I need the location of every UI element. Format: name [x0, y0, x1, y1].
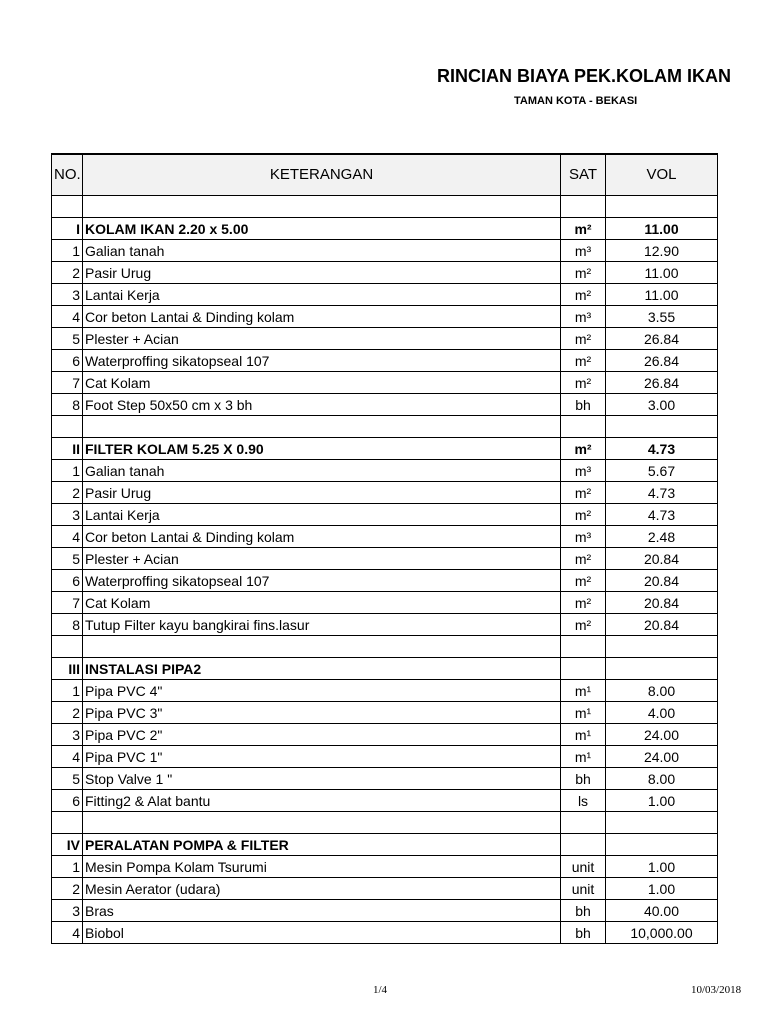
- cell-no: 6: [52, 790, 83, 812]
- cell-no: III: [52, 658, 83, 680]
- cell-vol: 12.90: [606, 240, 718, 262]
- cell-sat: m²: [561, 350, 606, 372]
- cell-vol: 11.00: [606, 284, 718, 306]
- cell-sat: m²: [561, 570, 606, 592]
- cell-sat: m³: [561, 240, 606, 262]
- cell-sat: m²: [561, 328, 606, 350]
- cell-vol: 10,000.00: [606, 922, 718, 944]
- cell-vol: 24.00: [606, 746, 718, 768]
- cell-no: I: [52, 218, 83, 240]
- cell-sat: m²: [561, 482, 606, 504]
- cell-no: 2: [52, 702, 83, 724]
- section-row: [52, 658, 718, 680]
- print-date: 10/03/2018: [691, 984, 742, 996]
- cell-keterangan: Biobol: [83, 922, 561, 944]
- column-header-no: NO.: [52, 154, 83, 196]
- cell-keterangan: Lantai Kerja: [83, 504, 561, 526]
- cell-keterangan: Cat Kolam: [83, 592, 561, 614]
- cell-no: 5: [52, 768, 83, 790]
- cell-sat: [561, 834, 606, 856]
- cell-no: [52, 196, 83, 218]
- table-row: [52, 284, 718, 306]
- cell-vol: 26.84: [606, 372, 718, 394]
- cell-keterangan: Foot Step 50x50 cm x 3 bh: [83, 394, 561, 416]
- cell-keterangan: Cor beton Lantai & Dinding kolam: [83, 306, 561, 328]
- page-number: 1/4: [373, 984, 388, 996]
- cell-sat: m²: [561, 218, 606, 240]
- cell-keterangan: Fitting2 & Alat bantu: [83, 790, 561, 812]
- table-row: [52, 394, 718, 416]
- cell-no: 4: [52, 306, 83, 328]
- cell-vol: 24.00: [606, 724, 718, 746]
- table-row: [52, 350, 718, 372]
- cell-vol: [606, 658, 718, 680]
- cell-vol: [606, 416, 718, 438]
- section-row: [52, 218, 718, 240]
- cell-keterangan: Mesin Aerator (udara): [83, 878, 561, 900]
- cell-vol: 26.84: [606, 328, 718, 350]
- cell-keterangan: Mesin Pompa Kolam Tsurumi: [83, 856, 561, 878]
- cell-no: 6: [52, 570, 83, 592]
- cell-no: [52, 812, 83, 834]
- cell-vol: 20.84: [606, 570, 718, 592]
- table-row: [52, 482, 718, 504]
- cell-vol: 1.00: [606, 856, 718, 878]
- cell-sat: m²: [561, 284, 606, 306]
- cell-no: 5: [52, 548, 83, 570]
- cell-sat: m²: [561, 504, 606, 526]
- cell-no: 1: [52, 856, 83, 878]
- cell-sat: m¹: [561, 680, 606, 702]
- cell-no: 1: [52, 460, 83, 482]
- cell-keterangan: Pipa PVC 2": [83, 724, 561, 746]
- cell-sat: m²: [561, 372, 606, 394]
- cell-no: 8: [52, 614, 83, 636]
- cell-no: II: [52, 438, 83, 460]
- cell-vol: 4.73: [606, 482, 718, 504]
- cell-vol: 40.00: [606, 900, 718, 922]
- cell-no: [52, 416, 83, 438]
- cell-sat: bh: [561, 922, 606, 944]
- table-header-row: [52, 154, 718, 196]
- cell-vol: 1.00: [606, 790, 718, 812]
- document-title: RINCIAN BIAYA PEK.KOLAM IKAN: [437, 66, 732, 86]
- table-row: [52, 526, 718, 548]
- cell-keterangan: Pasir Urug: [83, 482, 561, 504]
- cell-sat: unit: [561, 878, 606, 900]
- cell-vol: [606, 196, 718, 218]
- table-row: [52, 306, 718, 328]
- cell-no: 6: [52, 350, 83, 372]
- cell-vol: [606, 636, 718, 658]
- cell-no: 3: [52, 504, 83, 526]
- cell-sat: m¹: [561, 746, 606, 768]
- cell-keterangan: Pasir Urug: [83, 262, 561, 284]
- cell-no: 3: [52, 900, 83, 922]
- column-header-keterangan: KETERANGAN: [83, 154, 561, 196]
- cell-sat: m¹: [561, 724, 606, 746]
- table-row: [52, 856, 718, 878]
- cell-no: 3: [52, 724, 83, 746]
- cell-no: 4: [52, 526, 83, 548]
- table-row: [52, 372, 718, 394]
- cell-keterangan: Cat Kolam: [83, 372, 561, 394]
- cell-sat: [561, 416, 606, 438]
- table-row: [52, 328, 718, 350]
- cell-vol: 20.84: [606, 548, 718, 570]
- table-row: [52, 768, 718, 790]
- table-row: [52, 702, 718, 724]
- table-row: [52, 460, 718, 482]
- table-row: [52, 746, 718, 768]
- cell-keterangan: [83, 416, 561, 438]
- table-row: [52, 878, 718, 900]
- cell-sat: bh: [561, 394, 606, 416]
- column-header-vol: VOL: [606, 154, 718, 196]
- cell-sat: m²: [561, 592, 606, 614]
- cell-no: 5: [52, 328, 83, 350]
- section-row: [52, 834, 718, 856]
- cell-no: 4: [52, 746, 83, 768]
- table-row: [52, 614, 718, 636]
- cell-sat: m¹: [561, 702, 606, 724]
- cell-keterangan: Cor beton Lantai & Dinding kolam: [83, 526, 561, 548]
- cell-vol: 8.00: [606, 680, 718, 702]
- cell-keterangan: Bras: [83, 900, 561, 922]
- cell-no: 2: [52, 878, 83, 900]
- cell-sat: [561, 636, 606, 658]
- cell-keterangan: [83, 196, 561, 218]
- table-row: [52, 262, 718, 284]
- blank-row: [52, 416, 718, 438]
- cell-no: 4: [52, 922, 83, 944]
- table-row: [52, 680, 718, 702]
- cell-keterangan: KOLAM IKAN 2.20 x 5.00: [83, 218, 561, 240]
- table-row: [52, 504, 718, 526]
- blank-row: [52, 636, 718, 658]
- cell-sat: [561, 812, 606, 834]
- table-row: [52, 900, 718, 922]
- cell-keterangan: [83, 636, 561, 658]
- column-header-sat: SAT: [561, 154, 606, 196]
- cell-keterangan: [83, 812, 561, 834]
- cell-sat: m²: [561, 614, 606, 636]
- cell-no: 3: [52, 284, 83, 306]
- cell-vol: 20.84: [606, 614, 718, 636]
- cell-no: 7: [52, 592, 83, 614]
- cell-keterangan: Tutup Filter kayu bangkirai fins.lasur: [83, 614, 561, 636]
- cell-keterangan: Pipa PVC 3": [83, 702, 561, 724]
- cell-sat: bh: [561, 900, 606, 922]
- cell-sat: m²: [561, 548, 606, 570]
- table-body: [52, 196, 718, 944]
- cell-no: 8: [52, 394, 83, 416]
- cell-keterangan: Waterproffing sikatopseal 107: [83, 570, 561, 592]
- cell-no: IV: [52, 834, 83, 856]
- cell-no: 2: [52, 262, 83, 284]
- table-row: [52, 922, 718, 944]
- section-row: [52, 438, 718, 460]
- cell-vol: [606, 812, 718, 834]
- cell-vol: 5.67: [606, 460, 718, 482]
- cell-keterangan: Pipa PVC 4": [83, 680, 561, 702]
- cell-vol: 3.00: [606, 394, 718, 416]
- document-subtitle: TAMAN KOTA - BEKASI: [514, 95, 638, 107]
- cell-vol: 11.00: [606, 218, 718, 240]
- cell-keterangan: Waterproffing sikatopseal 107: [83, 350, 561, 372]
- cell-keterangan: Galian tanah: [83, 240, 561, 262]
- cell-sat: bh: [561, 768, 606, 790]
- cell-vol: [606, 834, 718, 856]
- cell-keterangan: Stop Valve 1 ": [83, 768, 561, 790]
- cell-vol: 4.73: [606, 504, 718, 526]
- cell-vol: 2.48: [606, 526, 718, 548]
- cell-keterangan: Pipa PVC 1": [83, 746, 561, 768]
- cell-sat: [561, 196, 606, 218]
- cell-keterangan: Plester + Acian: [83, 328, 561, 350]
- table-row: [52, 592, 718, 614]
- cell-no: 7: [52, 372, 83, 394]
- cell-keterangan: FILTER KOLAM 5.25 X 0.90: [83, 438, 561, 460]
- cell-vol: 11.00: [606, 262, 718, 284]
- table-row: [52, 548, 718, 570]
- cell-vol: 3.55: [606, 306, 718, 328]
- cell-vol: 1.00: [606, 878, 718, 900]
- cell-sat: ls: [561, 790, 606, 812]
- cell-no: 1: [52, 240, 83, 262]
- cell-vol: 4.00: [606, 702, 718, 724]
- cell-no: [52, 636, 83, 658]
- cell-keterangan: Plester + Acian: [83, 548, 561, 570]
- cell-sat: unit: [561, 856, 606, 878]
- cost-table: [51, 153, 718, 944]
- cell-vol: 26.84: [606, 350, 718, 372]
- cell-keterangan: INSTALASI PIPA2: [83, 658, 561, 680]
- cell-sat: m³: [561, 460, 606, 482]
- table-row: [52, 570, 718, 592]
- cell-keterangan: Lantai Kerja: [83, 284, 561, 306]
- cell-vol: 20.84: [606, 592, 718, 614]
- cell-sat: m³: [561, 306, 606, 328]
- cell-vol: 8.00: [606, 768, 718, 790]
- cell-sat: [561, 658, 606, 680]
- table-row: [52, 724, 718, 746]
- cell-no: 1: [52, 680, 83, 702]
- cell-sat: m²: [561, 438, 606, 460]
- cell-keterangan: PERALATAN POMPA & FILTER: [83, 834, 561, 856]
- table-row: [52, 240, 718, 262]
- cell-keterangan: Galian tanah: [83, 460, 561, 482]
- cell-no: 2: [52, 482, 83, 504]
- blank-row: [52, 812, 718, 834]
- cell-vol: 4.73: [606, 438, 718, 460]
- cell-sat: m³: [561, 526, 606, 548]
- cell-sat: m²: [561, 262, 606, 284]
- blank-row: [52, 196, 718, 218]
- table-row: [52, 790, 718, 812]
